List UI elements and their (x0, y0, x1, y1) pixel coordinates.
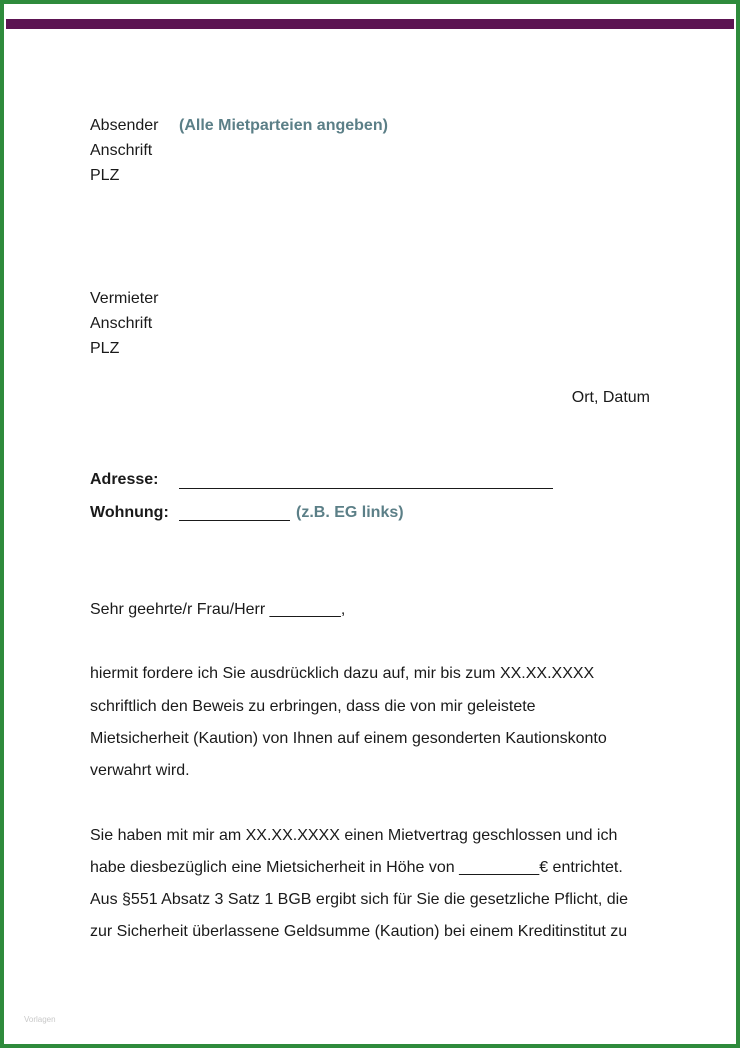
body-line: hiermit fordere ich Sie ausdrücklich dazu auf, mir bis zum XX.XX.XXXX (90, 665, 595, 682)
body-line: Mietsicherheit (Kaution) von Ihnen auf einem gesonderten Kautionskonto (90, 730, 607, 747)
sender-hint: (Alle Mietparteien angeben) (179, 117, 388, 134)
address-field-line (179, 488, 553, 489)
body-line: Aus §551 Absatz 3 Satz 1 BGB ergibt sich für Sie die gesetzliche Pflicht, die (90, 891, 629, 908)
sender-label: Absender (90, 117, 159, 134)
sender-address: Anschrift (90, 142, 153, 159)
landlord-address: Anschrift (90, 315, 153, 332)
place-date: Ort, Datum (571, 389, 650, 406)
apartment-field-label: Wohnung: (90, 504, 169, 521)
body-line: zur Sicherheit überlassene Geldsumme (Kaution) bei einem Kreditinstitut zu (90, 923, 628, 940)
body-line: Sie haben mit mir am XX.XX.XXXX einen Mietvertrag geschlossen und ich (90, 827, 618, 844)
sender-zip: PLZ (90, 167, 120, 184)
body-line: schriftlich den Beweis zu erbringen, dass die von mir geleistete (90, 698, 536, 715)
apartment-field-hint: (z.B. EG links) (296, 504, 404, 521)
address-field-label: Adresse: (90, 471, 159, 488)
body-line: habe diesbezüglich eine Mietsicherheit in Höhe von _________€ entrichtet. (90, 859, 623, 876)
body-line: verwahrt wird. (90, 762, 190, 779)
watermark-text: Vorlagen (24, 1015, 56, 1024)
salutation: Sehr geehrte/r Frau/Herr ________, (90, 601, 346, 618)
landlord-label: Vermieter (90, 290, 159, 307)
apartment-field-line (179, 520, 290, 521)
landlord-zip: PLZ (90, 340, 120, 357)
